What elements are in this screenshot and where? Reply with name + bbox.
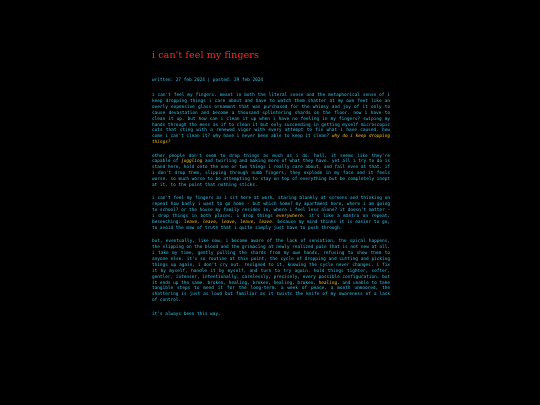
paragraph-text: i can't feel my fingers as i sit here at work, staring blankly at screens and thinking on repeat how badly i want to go home - but which home? my apartment here, where i am going to school? or the house my family resides in, where i feel less alone? it doesn't matter - i drop things in both places; i drop things [152,196,390,220]
paragraph [152,196,390,231]
post-title: i can't feel my fingers [152,50,259,61]
highlighted-phrase: everywhere. [276,214,306,220]
paragraph-text: other people don't seem to drop things as much as i do. hell, it seems like they're capable of [152,153,390,165]
paragraph-text: i can't feel my fingers. meant in both the literal sense and the metaphorical sense of i keep dropping things i care about and have to watch them shatter at my own feet like an overly expensive glass ornament that was purchased for the whimsy and joy of it only to cause devastation and become a thousand splintering shards on the floor. now i have to clean it up. but how can i clean it up when i have no feeling in my fingers? swiping my hands through the mess as if to clean it but only succeeding in getting myself microscopic cuts that sting with a renewed vigor with every attempt to fix what i have caused. how come i can't clean it? why have i never been able to keep it clean? [152,93,390,140]
paragraph [152,93,390,146]
paragraph [152,154,390,189]
paragraph-text: and unable to take tangible steps to mend it for the long-term. a week of peace, a month unmoored, the shattering is just as loud but familiar as it twists the knife of my awareness of a lack of control. [152,280,390,304]
paragraph-text: because my mind thinks it is easier to go, to avoid the maw of truth that i quite simply just have to push through. [152,220,390,231]
paragraph-text: but, eventually, like now, i become aware of the lack of sensation, the spiral happens, the slipping on the blood and the grimacing at newly realized pain that is not new at all. i take my time, gently pulling the shards from my own hands, refusing to show them to anyone else. it's so routine at this point, the cycle of dropping and cutting and picking things up again, i don't cry out. resigned to it, knowing the cycle never changes. i fix it by myself, handle it by myself, and turn to try again. hold things tighter, softer, gentler, intenser, intentionally, carelessly, precisely, every possible configuration, but it ends up the same. broken, healing, broken, healing, broken, [152,239,390,286]
highlighted-phrase: why do i keep dropping things? [152,134,390,146]
highlighted-phrase: leave, leave, leave, leave, leave. [183,220,275,225]
paragraph-text: and twirling and making more of what they have. yet all i try to do is stand here, hold onto the one or two things i really care about, and fail even at that. if i don't drop them, slipping through numb fingers, they explode in my face and it feels worse. so much worse to be attempting to stay on top of everything but be completely inept at it, to the point that nothing sticks. [152,159,390,189]
paragraph [152,312,390,318]
paragraph-text: it's like a mantra on repeat, beseeching: [152,214,390,225]
highlighted-phrase: juggling [181,159,203,165]
blog-post [152,50,390,325]
paragraph-text: it's always been this way. [152,311,221,317]
highlighted-phrase: healing, [318,280,340,286]
post-dates: written: 27 feb 2024 | posted: 29 feb 2024 [152,78,264,83]
paragraph [152,239,390,304]
post-body [152,93,390,317]
